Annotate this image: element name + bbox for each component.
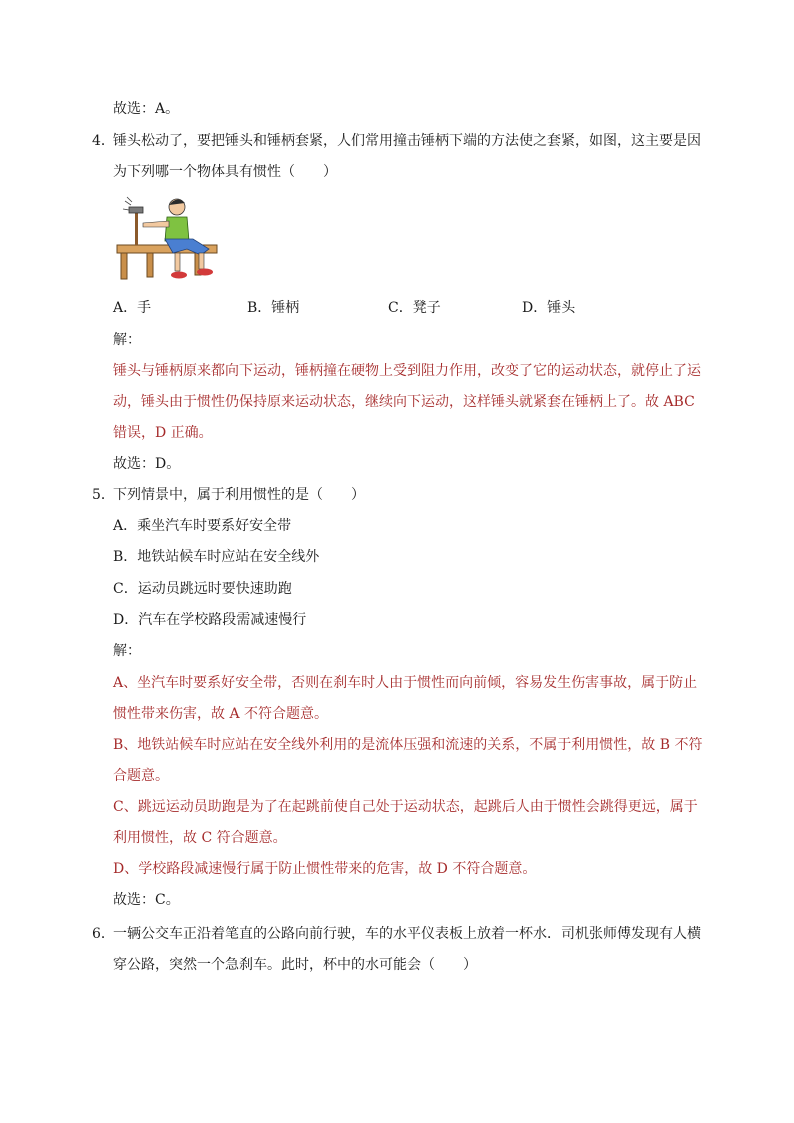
q4-stem-line2: 为下列哪一个物体具有惯性（ ） (113, 164, 337, 180)
q4-option-c: C．凳子 (388, 300, 441, 316)
q5-solution-line: 合题意。 (113, 768, 169, 784)
q5-option-a: A．乘坐汽车时要系好安全带 (113, 518, 292, 534)
q5-option-c: C．运动员跳远时要快速助跑 (113, 581, 292, 597)
q5-answer: 故选：C。 (113, 892, 180, 908)
q4-option-a: A．手 (113, 300, 152, 316)
q5-solution-label: 解： (113, 643, 141, 659)
q6-number: 6． (92, 926, 115, 942)
q5-solution-line: B、地铁站候车时应站在安全线外利用的是流体压强和流速的关系，不属于利用惯性，故 B 不符 (113, 737, 703, 753)
q4-option-b: B．锤柄 (247, 300, 300, 316)
q5-option-d: D．汽车在学校路段需减速慢行 (113, 612, 307, 628)
q5-solution-line: A、坐汽车时要系好安全带，否则在刹车时人由于惯性而向前倾，容易发生伤害事故，属于防止 (113, 675, 698, 691)
q4-option-d: D．锤头 (522, 300, 576, 316)
q4-solution-label: 解： (113, 332, 141, 348)
q4-answer: 故选：D。 (113, 456, 181, 472)
q4-solution-line: 错误，D 正确。 (113, 425, 213, 441)
q4-solution-line: 动，锤头由于惯性仍保持原来运动状态，继续向下运动，这样锤头就紧套在锤柄上了。故 ABC (113, 394, 695, 410)
q4-number: 4． (92, 133, 115, 149)
man-hammering-on-bench-illustration (113, 193, 225, 285)
q6-stem-line1: 一辆公交车正沿着笔直的公路向前行驶，车的水平仪表板上放着一杯水．司机张师傅发现有人横 (113, 926, 701, 942)
q5-option-b: B．地铁站候车时应站在安全线外 (113, 549, 320, 565)
q3-answer: 故选：A。 (113, 101, 180, 117)
q4-solution-line: 锤头与锤柄原来都向下运动，锤柄撞在硬物上受到阻力作用，改变了它的运动状态，就停止了运 (113, 363, 701, 379)
q6-stem-line2: 穿公路，突然一个急刹车。此时，杯中的水可能会（ ） (113, 957, 477, 973)
q5-solution-line: D、学校路段减速慢行属于防止惯性带来的危害，故 D 不符合题意。 (113, 861, 537, 877)
q5-solution-line: C、跳远运动员助跑是为了在起跳前使自己处于运动状态，起跳后人由于惯性会跳得更远，属于 (113, 799, 698, 815)
q5-solution-line: 惯性带来伤害，故 A 不符合题意。 (113, 706, 329, 722)
q5-solution-line: 利用惯性，故 C 符合题意。 (113, 830, 287, 846)
q5-number: 5． (92, 487, 115, 503)
q4-stem-line1: 锤头松动了，要把锤头和锤柄套紧，人们常用撞击锤柄下端的方法使之套紧，如图，这主要是因 (113, 133, 701, 149)
q5-stem: 下列情景中，属于利用惯性的是（ ） (113, 487, 365, 503)
